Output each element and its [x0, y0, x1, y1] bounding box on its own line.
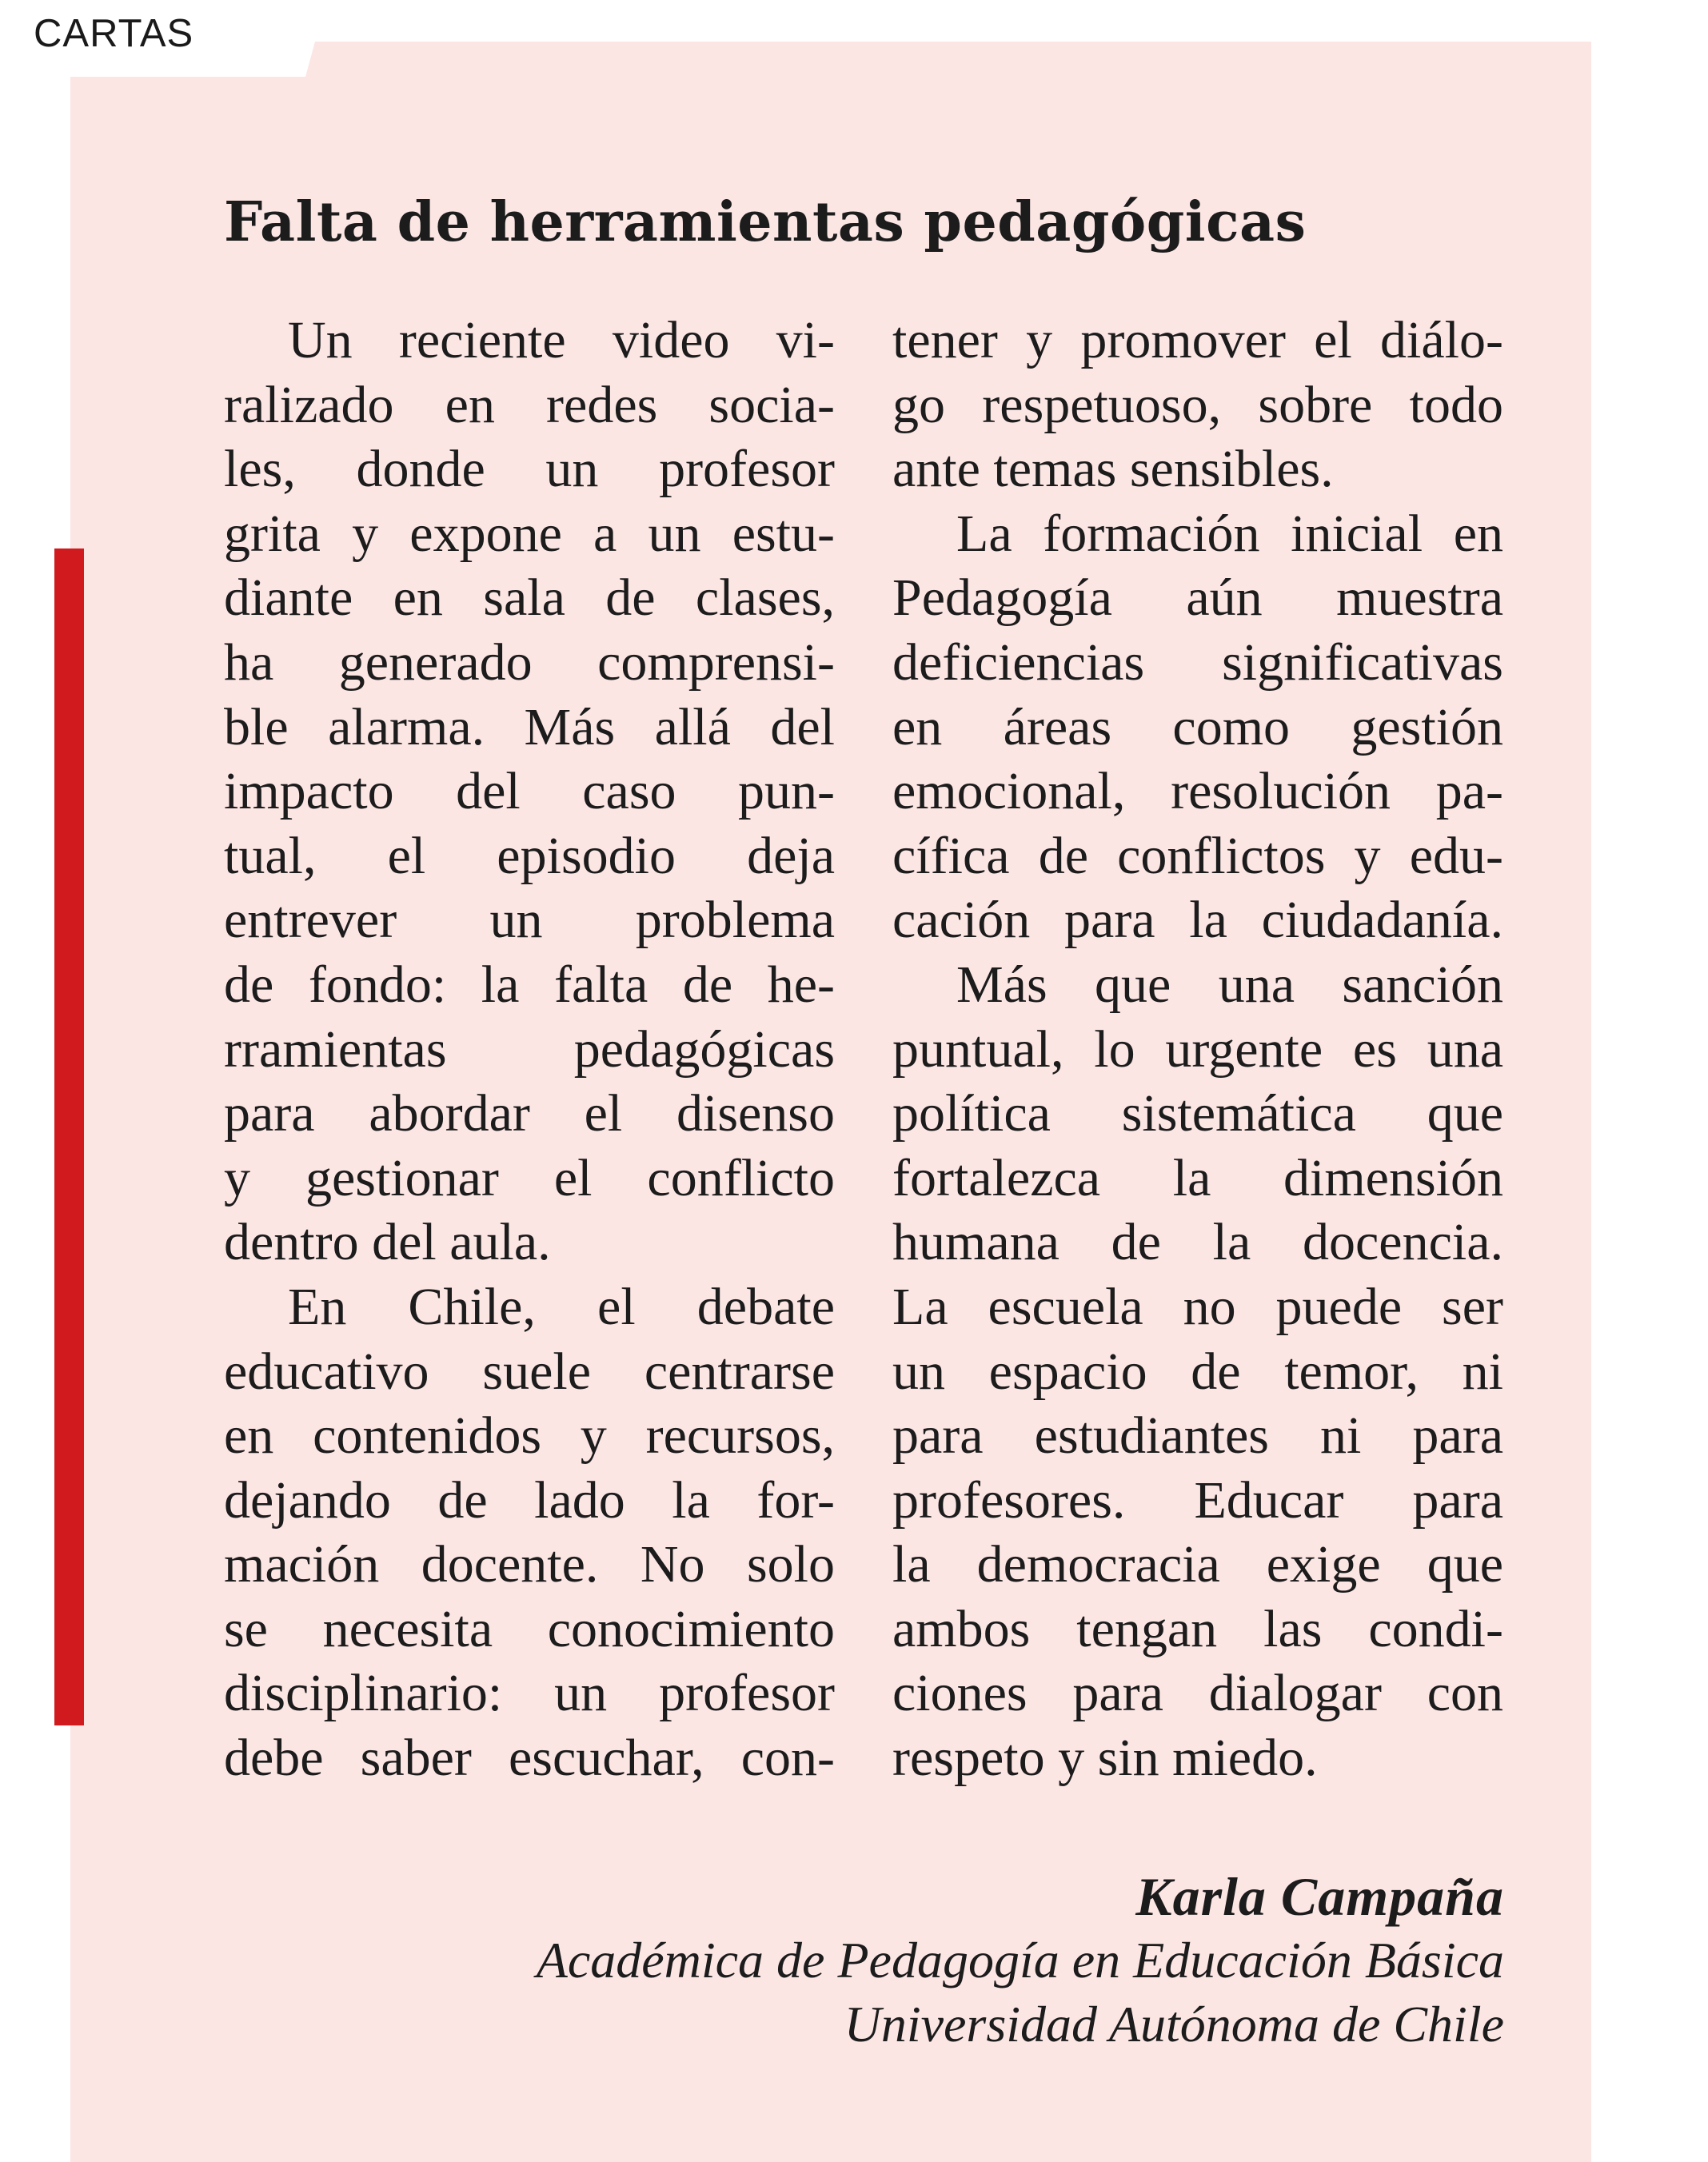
- text-line: diante en sala de clases,: [224, 568, 835, 628]
- text-line: go respetuoso, sobre todo: [892, 375, 1503, 434]
- text-line: deficiencias significativas: [892, 632, 1503, 692]
- text-line: tener y promover el diálo-: [892, 311, 1503, 369]
- signature-block: [537, 1865, 1504, 2056]
- text-line: tual, el episodio deja: [224, 826, 835, 885]
- text-line: En Chile, el debate: [288, 1277, 835, 1336]
- text-line: se necesita conocimiento: [224, 1599, 835, 1658]
- author-institution: Universidad Autónoma de Chile: [844, 1996, 1504, 2052]
- text-line: mación docente. No solo: [224, 1535, 835, 1594]
- text-line: fortalezca la dimensión: [892, 1148, 1503, 1207]
- text-line: puntual, lo urgente es una: [892, 1019, 1503, 1079]
- text-line: ante temas sensibles.: [892, 440, 1334, 499]
- text-line: un espacio de temor, ni: [892, 1342, 1503, 1401]
- text-line: cífica de conflictos y edu-: [892, 826, 1503, 885]
- text-line: política sistemática que: [892, 1084, 1503, 1143]
- text-line: para abordar el disenso: [224, 1084, 835, 1143]
- text-line: entrever un problema: [224, 891, 835, 950]
- text-line: La escuela no puede ser: [892, 1277, 1503, 1336]
- text-line: debe saber escuchar, con-: [224, 1729, 835, 1788]
- text-line: ble alarma. Más allá del: [224, 697, 835, 756]
- text-line: disciplinario: un profesor: [224, 1664, 835, 1723]
- text-line: cación para la ciudadanía.: [892, 891, 1503, 950]
- text-line: grita y expone a un estu-: [224, 504, 835, 563]
- left-column: [224, 309, 835, 1791]
- text-line: rramientas pedagógicas: [224, 1019, 835, 1079]
- text-line: la democracia exige que: [892, 1535, 1503, 1594]
- text-line: respeto y sin miedo.: [892, 1729, 1318, 1788]
- text-line: Un reciente video vi-: [288, 311, 835, 369]
- text-line: ambos tengan las condi-: [892, 1599, 1503, 1658]
- text-line: de fondo: la falta de he-: [224, 955, 835, 1014]
- text-line: Más que una sanción: [956, 955, 1503, 1014]
- text-line: ralizado en redes socia-: [224, 375, 835, 434]
- right-column: [892, 309, 1503, 1791]
- text-line: impacto del caso pun-: [224, 762, 835, 821]
- text-line: emocional, resolución pa-: [892, 762, 1503, 821]
- text-line: La formación inicial en: [956, 504, 1503, 563]
- text-line: ha generado comprensi-: [224, 632, 835, 692]
- text-line: les, donde un profesor: [224, 440, 835, 499]
- text-line: educativo suele centrarse: [224, 1342, 835, 1401]
- section-label: CARTAS: [34, 12, 194, 55]
- text-line: Pedagogía aún muestra: [892, 568, 1503, 628]
- text-line: y gestionar el conflicto: [224, 1148, 835, 1207]
- text-line: en contenidos y recursos,: [224, 1406, 835, 1466]
- text-line: dentro del aula.: [224, 1213, 551, 1272]
- author-role: Académica de Pedagogía en Educación Básica: [536, 1932, 1504, 1988]
- text-line: profesores. Educar para: [892, 1470, 1503, 1530]
- text-line: humana de la docencia.: [892, 1213, 1503, 1272]
- text-line: ciones para dialogar con: [892, 1664, 1503, 1723]
- text-line: dejando de lado la for-: [224, 1470, 835, 1530]
- accent-bar: [54, 548, 84, 1725]
- author-name: Karla Campaña: [1135, 1866, 1504, 1927]
- text-line: para estudiantes ni para: [892, 1406, 1503, 1466]
- article-title: Falta de herramientas pedagógicas: [224, 190, 1307, 254]
- text-line: en áreas como gestión: [892, 697, 1503, 756]
